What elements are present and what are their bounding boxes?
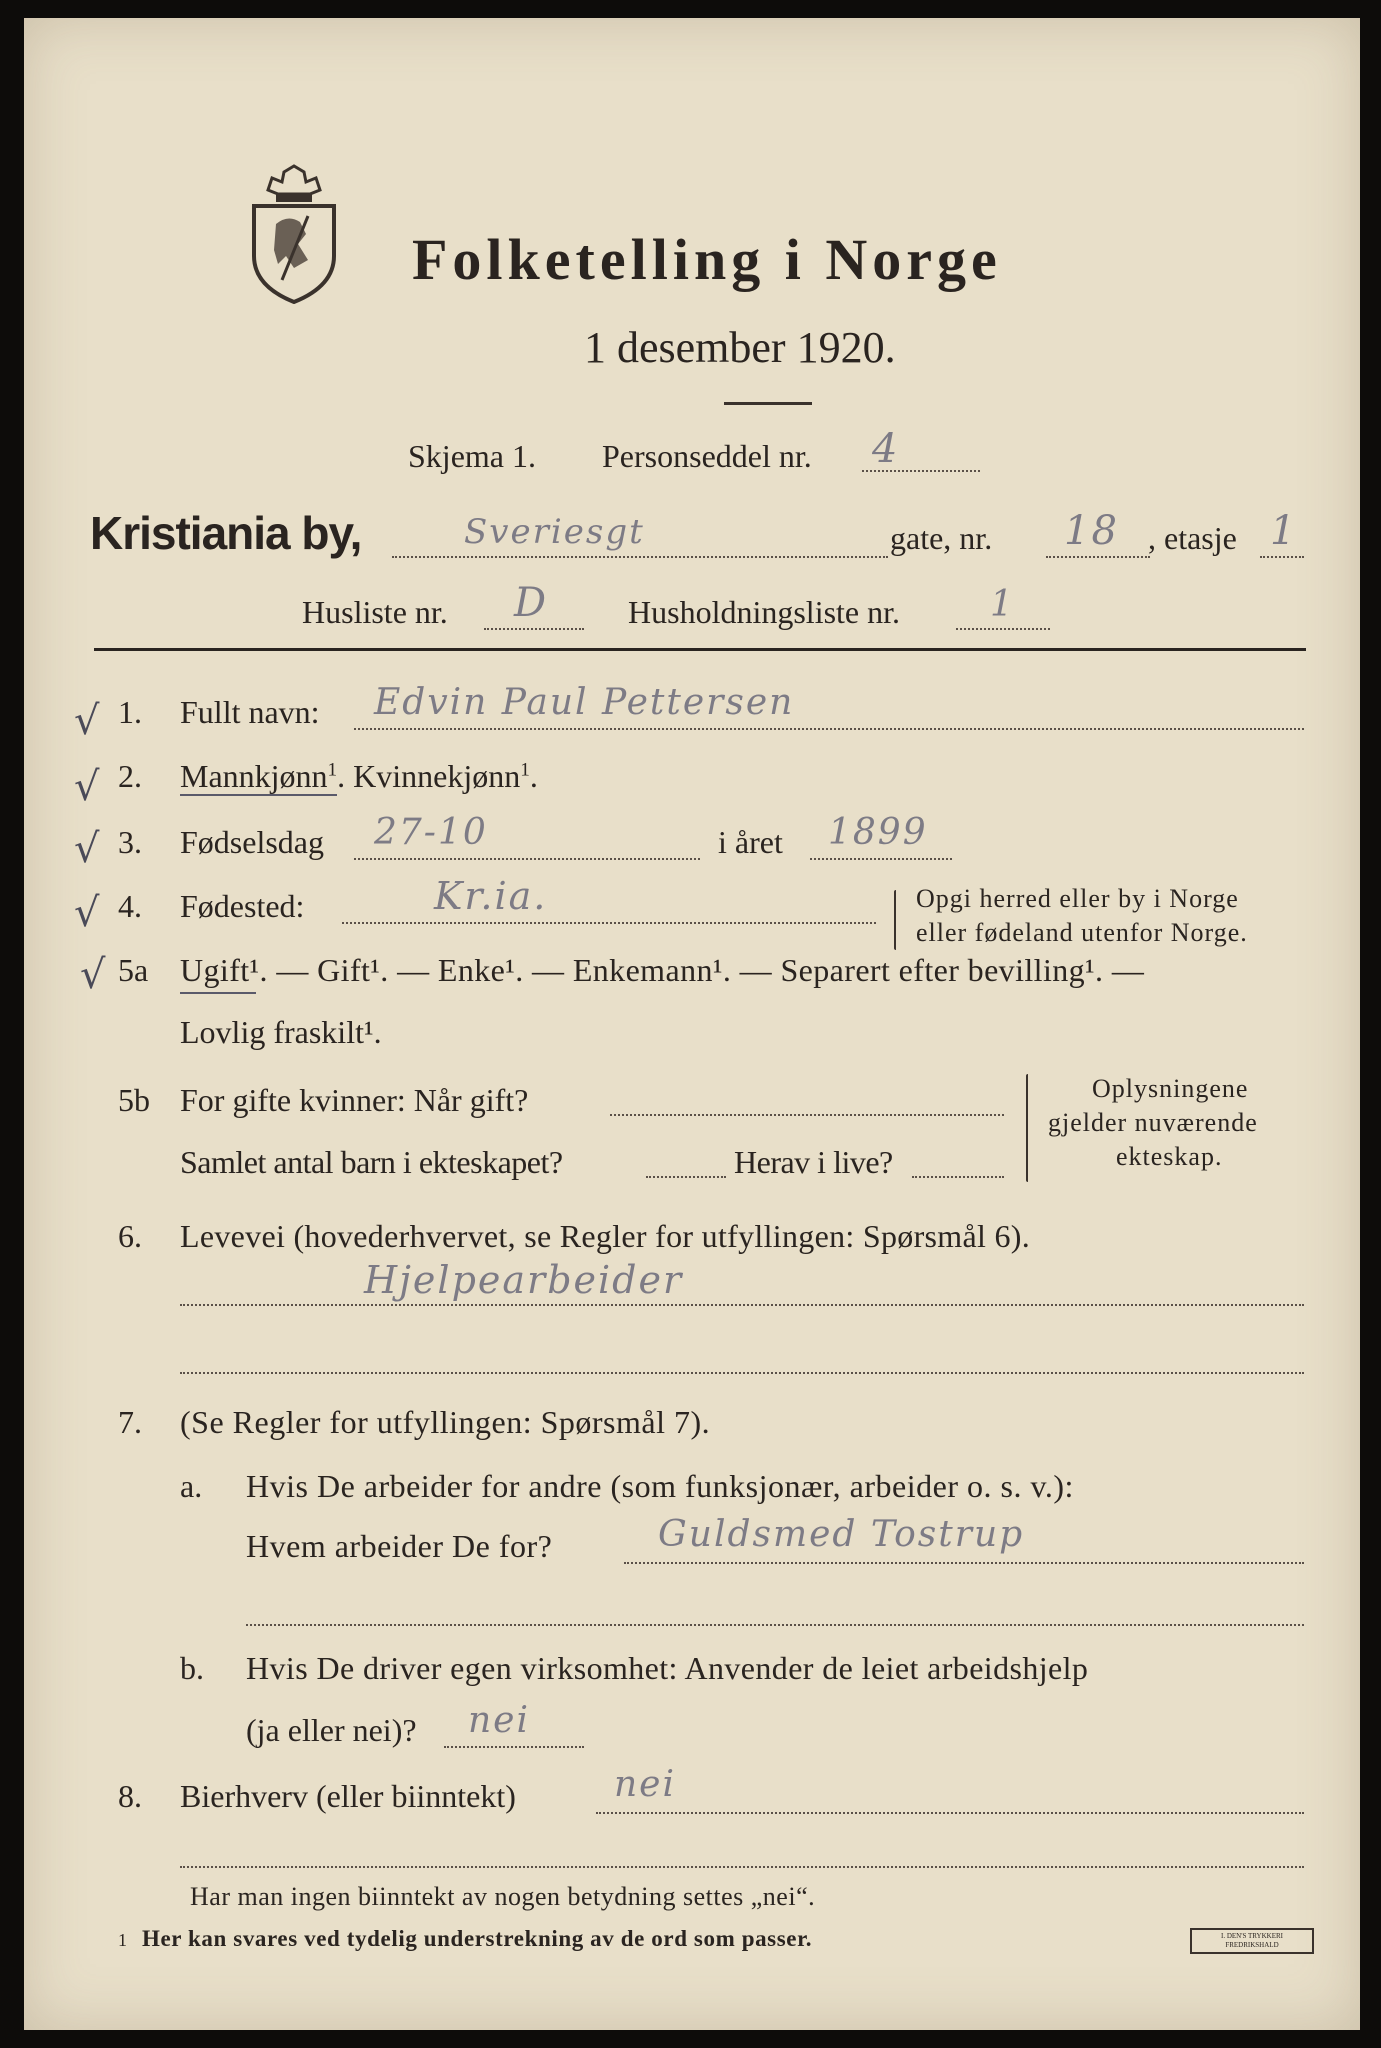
section-rule bbox=[94, 648, 1306, 651]
birth-year-label: i året bbox=[718, 824, 783, 860]
marriage-note-line1: Oplysningene bbox=[1092, 1074, 1249, 1103]
gate-label: gate, nr. bbox=[890, 520, 993, 556]
marriage-note-brace bbox=[1026, 1074, 1028, 1182]
q3-number: 3. bbox=[118, 824, 142, 860]
male-option[interactable] bbox=[180, 758, 337, 796]
q6-number: 6. bbox=[118, 1218, 142, 1254]
q8-label: Bierhverv (eller biinntekt) bbox=[180, 1778, 516, 1814]
q7a-letter: a. bbox=[180, 1468, 203, 1504]
birthplace-note-line1: Opgi herred eller by i Norge bbox=[916, 884, 1239, 913]
marriage-note-line3: ekteskap. bbox=[1116, 1142, 1223, 1171]
employer-field[interactable] bbox=[624, 1562, 1304, 1564]
q2-number: 2. bbox=[118, 758, 142, 794]
birthplace-field[interactable] bbox=[342, 922, 876, 924]
children-total-label: Samlet antal barn i ekteskapet? bbox=[180, 1144, 563, 1180]
children-total-field[interactable] bbox=[646, 1176, 726, 1178]
q7a-text: Hvis De arbeider for andre (som funksjonær, arbeider o. s. v.): bbox=[246, 1468, 1074, 1504]
q7-label: (Se Regler for utfyllingen: Spørsmål 7). bbox=[180, 1404, 711, 1440]
q5b-number: 5b bbox=[118, 1082, 150, 1118]
check-icon-3: √ bbox=[74, 826, 100, 872]
birthday-value: 27-10 bbox=[374, 812, 488, 853]
children-alive-field[interactable] bbox=[912, 1176, 1004, 1178]
side-income-field-line2[interactable] bbox=[180, 1866, 1304, 1868]
title-divider bbox=[724, 402, 812, 405]
male-option-footnote-mark: 1 bbox=[327, 759, 338, 781]
footnote-text: Her kan svares ved tydelig understrekning av de ord som passer. bbox=[142, 1926, 813, 1951]
female-option[interactable] bbox=[353, 758, 530, 794]
birth-year-field[interactable] bbox=[810, 858, 952, 860]
check-icon-5: √ bbox=[80, 952, 106, 998]
gender-end-dot: . bbox=[529, 758, 538, 794]
employer-field-line2[interactable] bbox=[246, 1624, 1304, 1626]
check-icon-2: √ bbox=[74, 764, 100, 810]
birthplace-note-line2: eller fødeland utenfor Norge. bbox=[916, 918, 1248, 947]
q2-options bbox=[180, 758, 538, 795]
personseddel-value: 4 bbox=[872, 426, 900, 472]
q7b-letter: b. bbox=[180, 1650, 204, 1686]
side-income-field[interactable] bbox=[596, 1812, 1304, 1814]
marital-status-options[interactable]: Ugift¹. — Gift¹. — Enke¹. — Enkemann¹. — Separert efter bevilling¹. — bbox=[180, 952, 1145, 988]
married-when-field[interactable] bbox=[610, 1114, 1004, 1116]
occupation-field-line2[interactable] bbox=[180, 1372, 1304, 1374]
side-income-value: nei bbox=[614, 1764, 677, 1805]
marital-status-options-cont[interactable]: Lovlig fraskilt¹. bbox=[180, 1014, 382, 1050]
husholdning-value: 1 bbox=[990, 584, 1015, 625]
husholdning-label: Husholdningsliste nr. bbox=[628, 594, 901, 630]
male-option-label: Mannkjønn bbox=[180, 758, 328, 794]
married-when-label: For gifte kvinner: Når gift? bbox=[180, 1082, 529, 1118]
gate-nr-field[interactable] bbox=[1046, 556, 1150, 558]
q7-number: 7. bbox=[118, 1404, 142, 1440]
footnote-mark: 1 bbox=[118, 1930, 127, 1950]
q4-label: Fødested: bbox=[180, 888, 305, 924]
check-icon-4: √ bbox=[74, 890, 100, 936]
etasje-field[interactable] bbox=[1260, 556, 1304, 558]
husholdning-field[interactable] bbox=[956, 628, 1050, 630]
female-option-label: Kvinnekjønn bbox=[353, 758, 521, 794]
street-field[interactable] bbox=[392, 556, 888, 558]
q7b-text: Hvis De driver egen virksomhet: Anvender de leiet arbeidshjelp bbox=[246, 1650, 1089, 1686]
birth-year-value: 1899 bbox=[828, 812, 928, 853]
skjema-label: Skjema 1. bbox=[408, 438, 536, 474]
husliste-value: D bbox=[514, 580, 549, 626]
children-alive-label: Herav i live? bbox=[734, 1144, 893, 1180]
hired-help-field[interactable] bbox=[444, 1746, 584, 1748]
q6-label: Levevei (hovederhvervet, se Regler for utfyllingen: Spørsmål 6). bbox=[180, 1218, 1031, 1254]
personseddel-label: Personseddel nr. bbox=[602, 438, 812, 474]
gate-nr-value: 18 bbox=[1064, 508, 1119, 554]
employer-value: Guldsmed Tostrup bbox=[658, 1514, 1025, 1555]
husliste-field[interactable] bbox=[484, 628, 584, 630]
q8-number: 8. bbox=[118, 1778, 142, 1814]
q1-label: Fullt navn: bbox=[180, 694, 320, 730]
street-value: Sveriesgt bbox=[464, 512, 645, 552]
q5a-number: 5a bbox=[118, 952, 149, 988]
husliste-label: Husliste nr. bbox=[302, 594, 448, 630]
employer-label: Hvem arbeider De for? bbox=[246, 1528, 553, 1564]
birthplace-value: Kr.ia. bbox=[434, 874, 548, 918]
gender-separator: . bbox=[337, 758, 354, 794]
form-title: Folketelling i Norge bbox=[412, 227, 1002, 292]
marriage-note-line2: gjelder nuværende bbox=[1048, 1108, 1258, 1137]
etasje-value: 1 bbox=[1270, 508, 1298, 554]
birthplace-note-brace bbox=[894, 890, 896, 950]
ugift-underline bbox=[180, 992, 256, 994]
full-name-field[interactable] bbox=[354, 728, 1304, 730]
occupation-field[interactable] bbox=[180, 1304, 1304, 1306]
norway-coat-of-arms-icon bbox=[246, 164, 342, 304]
q3-label: Fødselsdag bbox=[180, 824, 324, 860]
hired-help-label: (ja eller nei)? bbox=[246, 1712, 417, 1748]
full-name-value: Edvin Paul Pettersen bbox=[374, 682, 795, 723]
check-icon-1: √ bbox=[74, 698, 100, 744]
census-date: 1 desember 1920. bbox=[584, 323, 896, 372]
city-label: Kristiania by, bbox=[90, 507, 362, 559]
no-income-note: Har man ingen biinntekt av nogen betydning settes „nei“. bbox=[190, 1882, 816, 1911]
q1-number: 1. bbox=[118, 694, 142, 730]
q4-number: 4. bbox=[118, 888, 142, 924]
etasje-label: , etasje bbox=[1148, 520, 1237, 556]
census-form-sheet bbox=[24, 18, 1360, 2030]
occupation-value: Hjelpearbeider bbox=[364, 1258, 684, 1302]
female-option-footnote-mark: 1 bbox=[520, 759, 530, 781]
hired-help-value: nei bbox=[468, 1700, 531, 1741]
printer-stamp: I. DEN'S TRYKKERI FREDRIKSHALD bbox=[1190, 1928, 1314, 1954]
birthday-field[interactable] bbox=[354, 858, 700, 860]
